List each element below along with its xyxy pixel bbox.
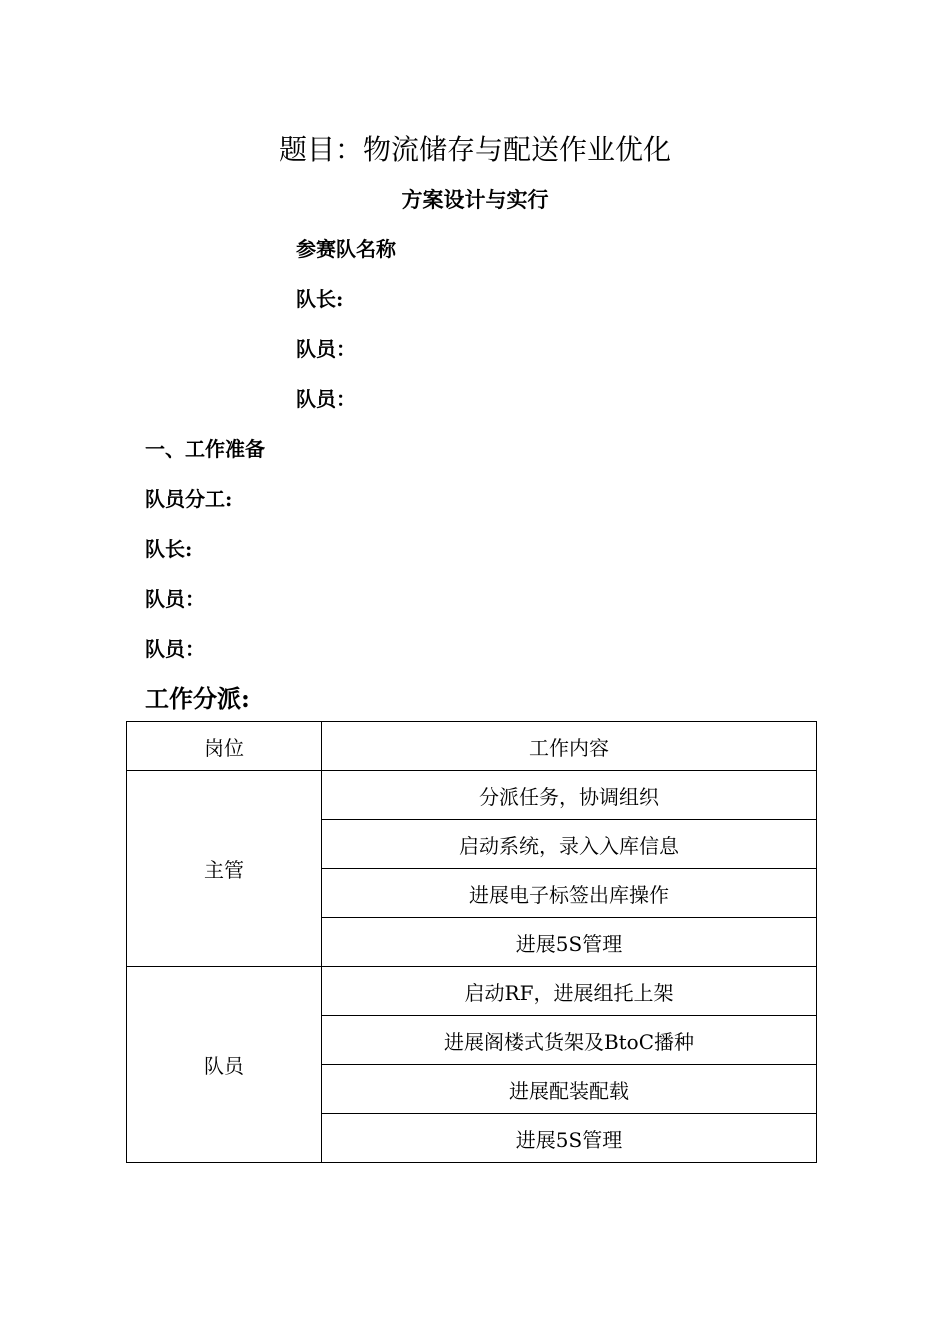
assignment-table [126,721,817,1163]
document-subtitle: 方案设计与实行 [401,187,549,212]
team-name-label: 参赛队名称 [296,237,396,261]
task-cell: 进展5S管理 [322,1114,817,1163]
document-title: 题目：物流储存与配送作业优化 [278,133,671,166]
team-member1-label: 队员： [296,337,356,361]
team-member2-label: 队员： [296,387,356,411]
division-captain-label: 队长: [145,537,193,561]
task-cell: 启动系统，录入入库信息 [322,820,817,869]
task-cell: 进展电子标签出库操作 [322,869,817,918]
role-cell: 主管 [127,771,322,967]
task-cell: 启动RF，进展组托上架 [322,967,817,1016]
task-cell: 进展阁楼式货架及BtoC播种 [322,1016,817,1065]
role-cell: 队员 [127,967,322,1163]
table-row [127,771,817,820]
team-captain-label: 队长: [296,287,344,311]
task-cell: 分派任务，协调组织 [322,771,817,820]
division-member2-label: 队员： [145,637,205,661]
assignment-heading: 工作分派: [145,684,250,713]
task-cell: 进展5S管理 [322,918,817,967]
table-header-row [127,722,817,771]
table-row [127,967,817,1016]
division-label: 队员分工: [145,487,233,511]
section-heading-work-prep: 一、工作准备 [145,437,265,461]
header-tasks: 工作内容 [322,722,817,771]
division-member1-label: 队员： [145,587,205,611]
task-cell: 进展配装配载 [322,1065,817,1114]
header-role: 岗位 [127,722,322,771]
